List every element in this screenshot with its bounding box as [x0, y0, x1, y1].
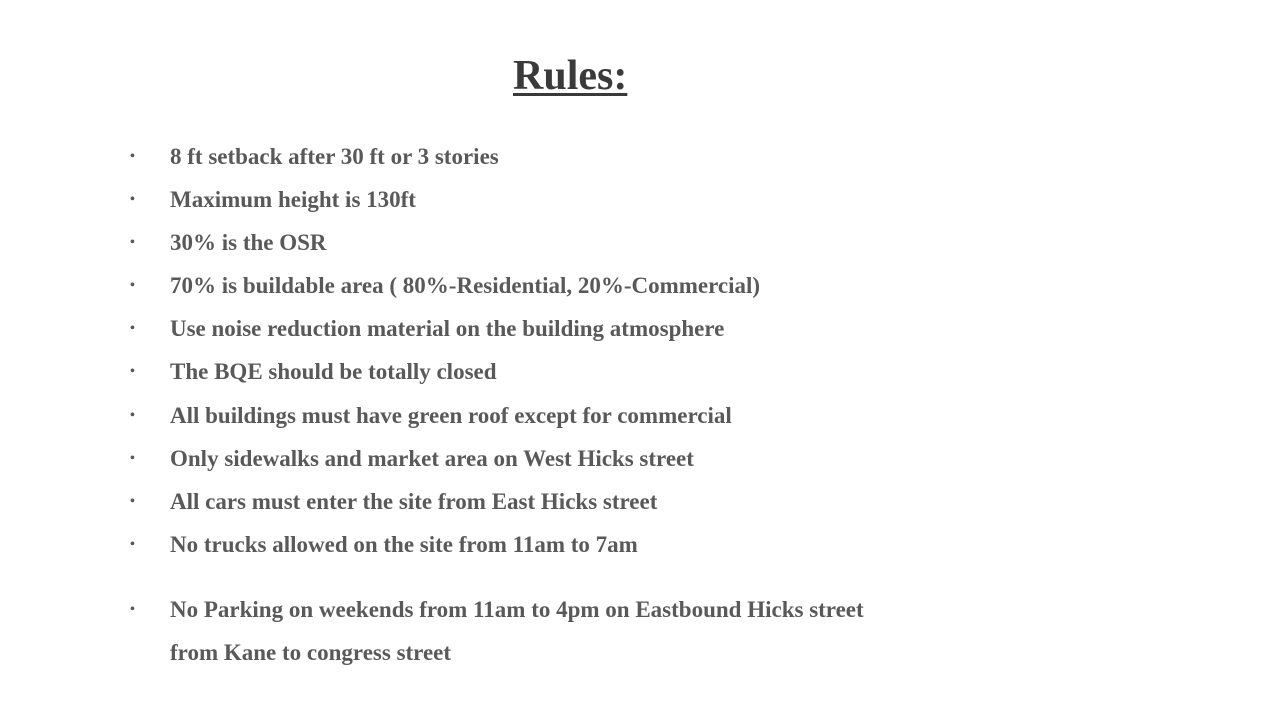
rule-item: [130, 307, 1030, 350]
bullet-icon: •: [130, 235, 135, 250]
rule-item: [130, 135, 1030, 178]
rule-item: [130, 588, 1030, 674]
rule-item: [130, 350, 1030, 393]
rule-text: Maximum height is 130ft: [170, 187, 416, 212]
rule-text: Use noise reduction material on the building atmosphere: [170, 316, 725, 341]
rule-item: [130, 394, 1030, 437]
rule-text: No trucks allowed on the site from 11am to 7am: [170, 532, 638, 557]
rule-item: [130, 437, 1030, 480]
rule-text: 70% is buildable area ( 80%-Residential, 20%-Commercial): [170, 273, 761, 298]
bullet-icon: •: [130, 451, 135, 466]
bullet-icon: •: [130, 364, 135, 379]
rule-item: [130, 480, 1030, 523]
slide-title: Rules:: [513, 53, 628, 99]
rule-text: Only sidewalks and market area on West Hicks street: [170, 446, 694, 471]
rule-text: All buildings must have green roof except for commercial: [170, 403, 732, 428]
bullet-icon: •: [130, 149, 135, 164]
rule-item: [130, 221, 1030, 264]
rule-text: 30% is the OSR: [170, 230, 327, 255]
rule-item: [130, 264, 1030, 307]
rule-text-continuation: from Kane to congress street: [170, 640, 452, 665]
bullet-icon: •: [130, 494, 135, 509]
rule-text: The BQE should be totally closed: [170, 359, 497, 384]
bullet-icon: •: [130, 537, 135, 552]
bullet-icon: •: [130, 602, 135, 617]
bullet-icon: •: [130, 278, 135, 293]
bullet-icon: •: [130, 321, 135, 336]
rule-item: [130, 178, 1030, 221]
bullet-icon: •: [130, 408, 135, 423]
rule-text: All cars must enter the site from East Hicks street: [170, 489, 658, 514]
rule-text: 8 ft setback after 30 ft or 3 stories: [170, 144, 499, 169]
rule-text: No Parking on weekends from 11am to 4pm on Eastbound Hicks street: [170, 597, 864, 622]
rule-item: [130, 523, 1030, 566]
bullet-icon: •: [130, 192, 135, 207]
